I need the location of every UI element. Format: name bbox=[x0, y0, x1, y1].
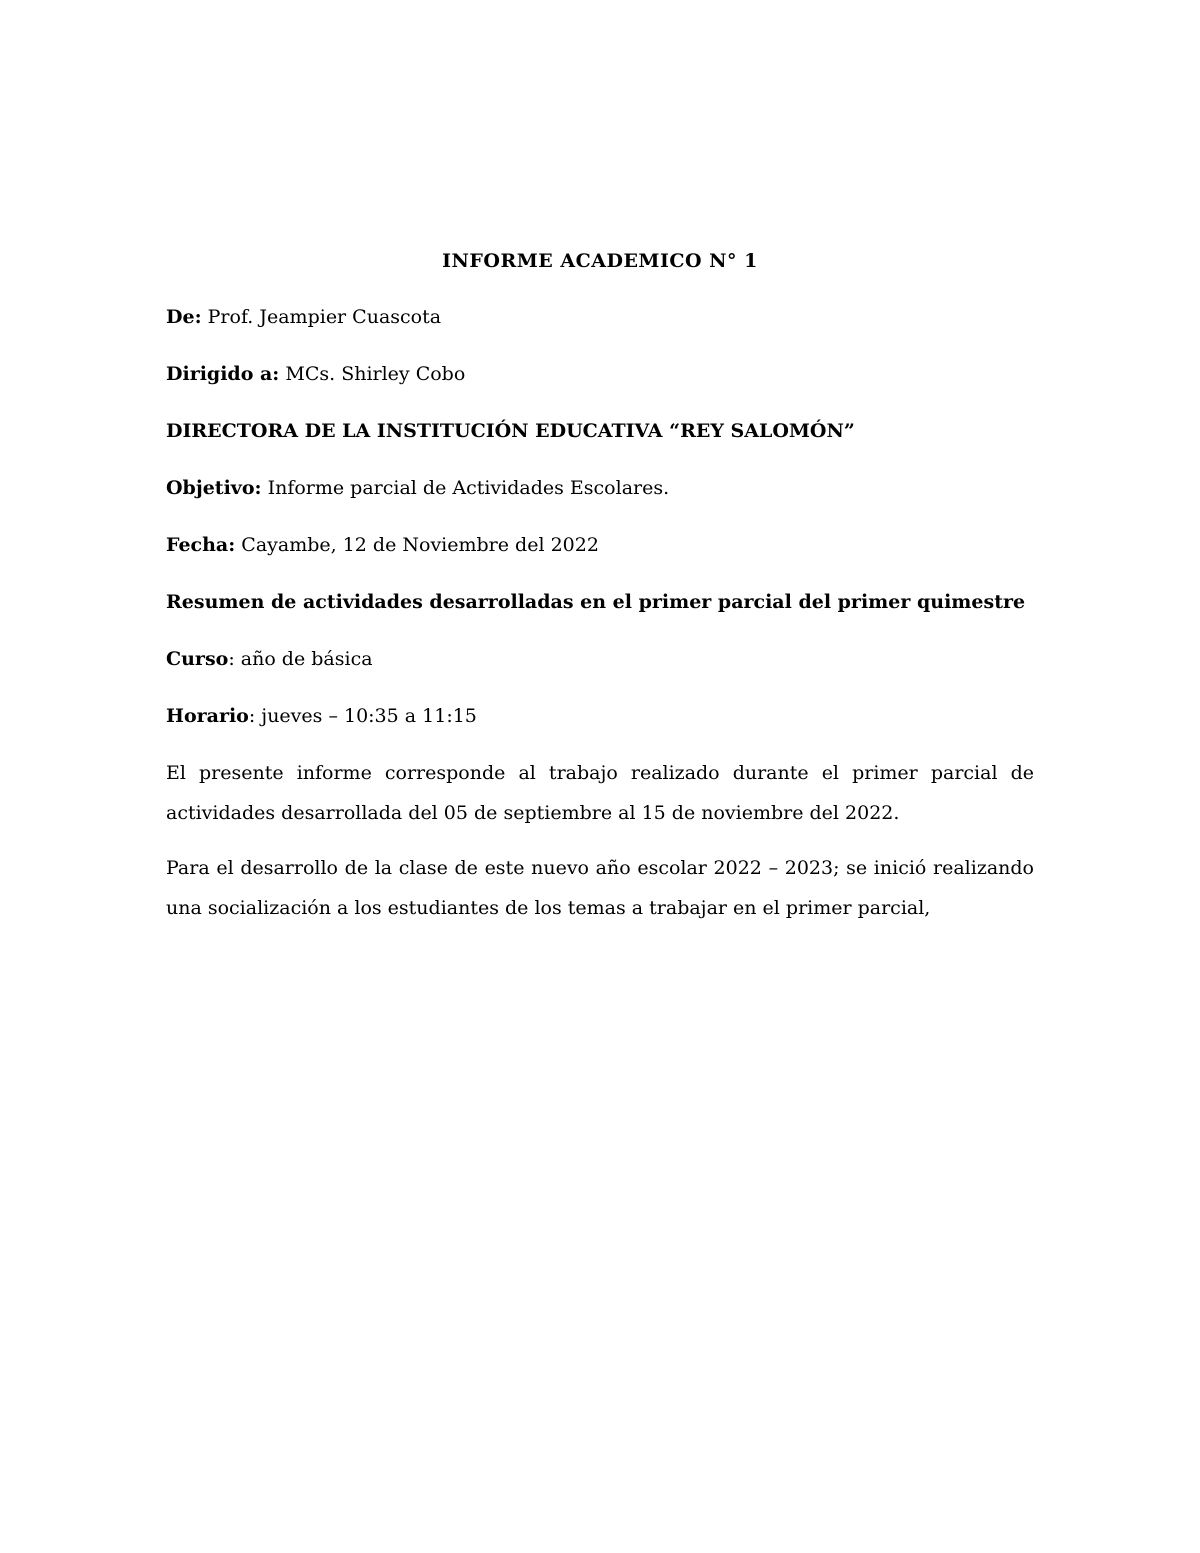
from-line bbox=[166, 304, 1034, 330]
document-title: INFORME ACADEMICO N° 1 bbox=[442, 250, 758, 272]
date-value: Cayambe, 12 de Noviembre del 2022 bbox=[235, 534, 599, 556]
course-line bbox=[166, 646, 1034, 672]
objective-line bbox=[166, 475, 1034, 501]
body-paragraph: El presente informe corresponde al trabajo realizado durante el primer parcial de actividades desarrollada del 05 de septiembre al 15 de noviembre del 2022. bbox=[166, 762, 1034, 824]
objective-label: Objetivo: bbox=[166, 477, 262, 499]
from-label: De: bbox=[166, 306, 202, 328]
schedule-value: : jueves – 10:35 a 11:15 bbox=[248, 705, 477, 727]
addressed-to-label: Dirigido a: bbox=[166, 363, 280, 385]
body-paragraph: Para el desarrollo de la clase de este nuevo año escolar 2022 – 2023; se inició realizando una socialización a los estudiantes de los temas a trabajar en el primer parcial, bbox=[166, 857, 1034, 919]
course-value: : año de básica bbox=[228, 648, 373, 670]
date-label: Fecha: bbox=[166, 534, 236, 556]
objective-value: Informe parcial de Actividades Escolares. bbox=[261, 477, 670, 499]
summary-heading: Resumen de actividades desarrolladas en el primer parcial del primer quimestre bbox=[166, 591, 1026, 613]
addressed-to-line bbox=[166, 361, 1034, 387]
course-label: Curso bbox=[166, 648, 229, 670]
date-line bbox=[166, 532, 1034, 558]
schedule-label: Horario bbox=[166, 705, 249, 727]
from-value: Prof. Jeampier Cuascota bbox=[201, 306, 442, 328]
document-body bbox=[166, 248, 1034, 943]
schedule-line bbox=[166, 703, 1034, 729]
addressed-to-value: MCs. Shirley Cobo bbox=[279, 363, 466, 385]
directora-line: DIRECTORA DE LA INSTITUCIÓN EDUCATIVA “REY SALOMÓN” bbox=[166, 420, 855, 442]
